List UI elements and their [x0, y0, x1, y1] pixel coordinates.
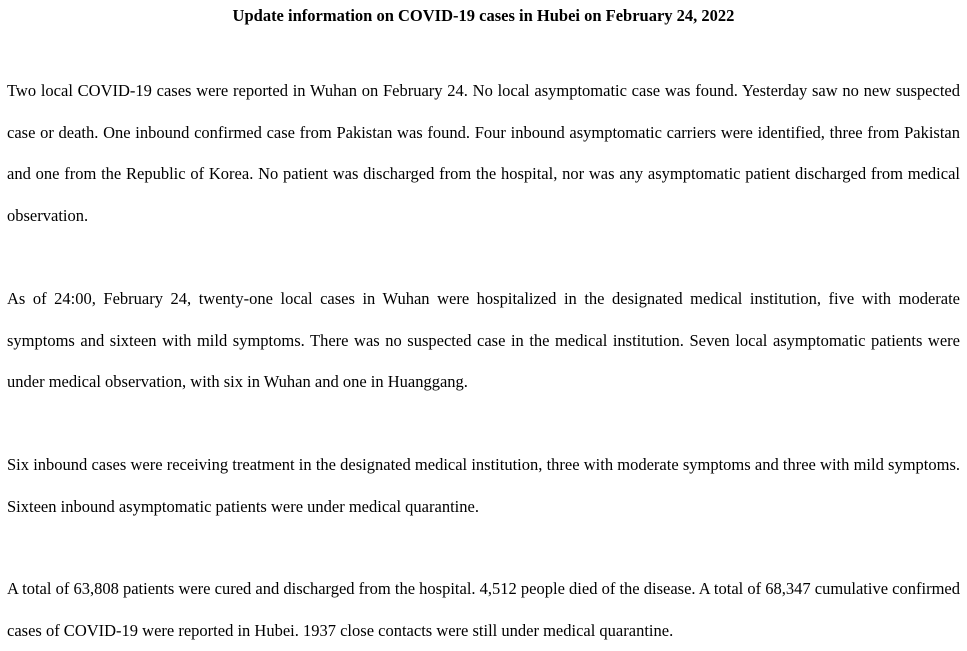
paragraph-cumulative-totals: A total of 63,808 patients were cured and discharged from the hospital. 4,512 people died of the disease. A total of 68,347 cumulative confirmed cases of COVID-19 were reported in Hubei. 1937 close contacts were still under medical quarantine. — [7, 579, 960, 640]
paragraph-hospitalized-cases: As of 24:00, February 24, twenty-one local cases in Wuhan were hospitalized in the designated medical institution, five with moderate symptoms and sixteen with mild symptoms. There was no suspected case in the medical institution. Seven local asymptomatic patients were under medical observation, with six in Wuhan and one in Huanggang. — [7, 289, 960, 391]
document-title: Update information on COVID-19 cases in Hubei on February 24, 2022 — [232, 6, 735, 25]
paragraph-inbound-cases: Six inbound cases were receiving treatment in the designated medical institution, three with moderate symptoms and three with mild symptoms. Sixteen inbound asymptomatic patients were under medical quarantine. — [7, 455, 960, 516]
paragraph-local-cases: Two local COVID-19 cases were reported in Wuhan on February 24. No local asymptomatic case was found. Yesterday saw no new suspected case or death. One inbound confirmed case from Pakistan was found. Four inbound asymptomatic carriers were identified, three from Pakistan and one from the Republic of Korea. No patient was discharged from the hospital, nor was any asymptomatic patient discharged from medical observation. — [7, 81, 960, 225]
